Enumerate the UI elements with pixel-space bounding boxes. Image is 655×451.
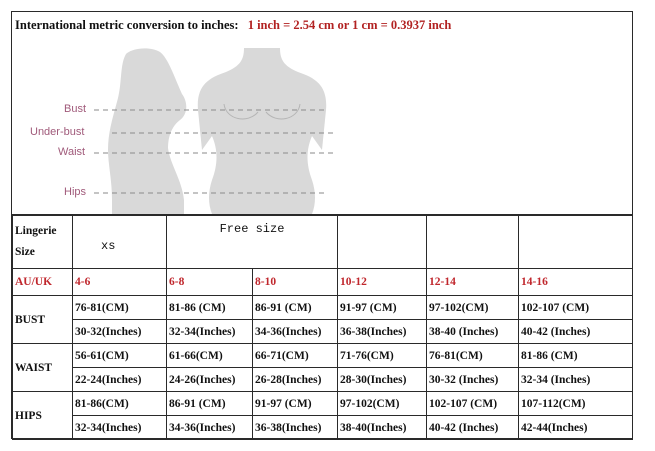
au-uk-size: 6-8 bbox=[167, 269, 253, 296]
table-cell: 32-34 (Inches) bbox=[519, 368, 633, 392]
header-row bbox=[13, 216, 633, 269]
waist-cm-row bbox=[13, 344, 633, 368]
au-uk-size: 8-10 bbox=[253, 269, 338, 296]
table-cell: 97-102(CM) bbox=[338, 392, 427, 416]
table-cell: 61-66(CM) bbox=[167, 344, 253, 368]
table-cell: 26-28(Inches) bbox=[253, 368, 338, 392]
table-cell: 81-86 (CM) bbox=[167, 296, 253, 320]
au-uk-size: 10-12 bbox=[338, 269, 427, 296]
table-cell: 30-32 (Inches) bbox=[427, 368, 519, 392]
table-cell: 32-34(Inches) bbox=[167, 320, 253, 344]
table-cell: 91-97 (CM) bbox=[253, 392, 338, 416]
xs-label: xs bbox=[101, 239, 116, 253]
table-cell: 66-71(CM) bbox=[253, 344, 338, 368]
body-measurement-figure bbox=[12, 40, 632, 214]
table-cell: 81-86 (CM) bbox=[519, 344, 633, 368]
lingerie-size-cell bbox=[13, 216, 73, 269]
table-cell: 71-76(CM) bbox=[338, 344, 427, 368]
free-size-label: Free size bbox=[219, 222, 285, 236]
bust-row-label: BUST bbox=[13, 296, 73, 344]
table-cell: 36-38(Inches) bbox=[338, 320, 427, 344]
front-silhouette bbox=[198, 48, 326, 214]
table-cell: 97-102(CM) bbox=[427, 296, 519, 320]
hips-cm-row bbox=[13, 392, 633, 416]
bust-inches-row bbox=[13, 320, 633, 344]
hips-inches-row bbox=[13, 416, 633, 440]
table-cell: 32-34(Inches) bbox=[73, 416, 167, 440]
au-uk-size: 12-14 bbox=[427, 269, 519, 296]
hips-label: Hips bbox=[64, 186, 87, 198]
table-cell: 107-112(CM) bbox=[519, 392, 633, 416]
table-cell: 81-86(CM) bbox=[73, 392, 167, 416]
table-cell: 76-81(CM) bbox=[427, 344, 519, 368]
table-cell: 36-38(Inches) bbox=[253, 416, 338, 440]
au-uk-row bbox=[13, 269, 633, 296]
au-uk-size: 14-16 bbox=[519, 269, 633, 296]
au-uk-label: AU/UK bbox=[13, 269, 73, 296]
conversion-label: International metric conversion to inches: bbox=[15, 18, 239, 32]
bust-cm-row bbox=[13, 296, 633, 320]
conversion-formula: 1 inch = 2.54 cm or 1 cm = 0.3937 inch bbox=[247, 18, 452, 32]
empty-header-cell-2 bbox=[427, 216, 519, 269]
side-silhouette bbox=[108, 48, 186, 214]
table-cell: 42-44(Inches) bbox=[519, 416, 633, 440]
under-bust-label: Under-bust bbox=[30, 126, 85, 138]
table-cell: 40-42 (Inches) bbox=[427, 416, 519, 440]
body-silhouettes-image bbox=[12, 40, 632, 214]
empty-header-cell-1 bbox=[338, 216, 427, 269]
size-chart bbox=[11, 11, 633, 439]
table-cell: 38-40(Inches) bbox=[338, 416, 427, 440]
table-cell: 86-91 (CM) bbox=[167, 392, 253, 416]
waist-row-label: WAIST bbox=[13, 344, 73, 392]
lingerie-label: Lingerie bbox=[15, 225, 57, 237]
conversion-text bbox=[15, 18, 451, 33]
size-label: Size bbox=[15, 246, 35, 258]
table-cell: 91-97 (CM) bbox=[338, 296, 427, 320]
table-cell: 34-36(Inches) bbox=[167, 416, 253, 440]
table-cell: 86-91 (CM) bbox=[253, 296, 338, 320]
table-cell: 24-26(Inches) bbox=[167, 368, 253, 392]
waist-inches-row bbox=[13, 368, 633, 392]
table-cell: 28-30(Inches) bbox=[338, 368, 427, 392]
table-cell: 38-40 (Inches) bbox=[427, 320, 519, 344]
table-cell: 102-107 (CM) bbox=[519, 296, 633, 320]
table-cell: 56-61(CM) bbox=[73, 344, 167, 368]
waist-label: Waist bbox=[58, 146, 86, 158]
table-cell: 40-42 (Inches) bbox=[519, 320, 633, 344]
hips-row-label: HIPS bbox=[13, 392, 73, 440]
table-cell: 34-36(Inches) bbox=[253, 320, 338, 344]
size-table bbox=[12, 215, 633, 440]
chart-header bbox=[12, 12, 632, 215]
au-uk-size: 4-6 bbox=[73, 269, 167, 296]
table-cell: 102-107 (CM) bbox=[427, 392, 519, 416]
xs-cell bbox=[73, 216, 167, 269]
empty-header-cell-3 bbox=[519, 216, 633, 269]
bust-label: Bust bbox=[64, 103, 87, 115]
table-cell: 30-32(Inches) bbox=[73, 320, 167, 344]
free-size-cell bbox=[167, 216, 338, 269]
table-cell: 76-81(CM) bbox=[73, 296, 167, 320]
table-cell: 22-24(Inches) bbox=[73, 368, 167, 392]
